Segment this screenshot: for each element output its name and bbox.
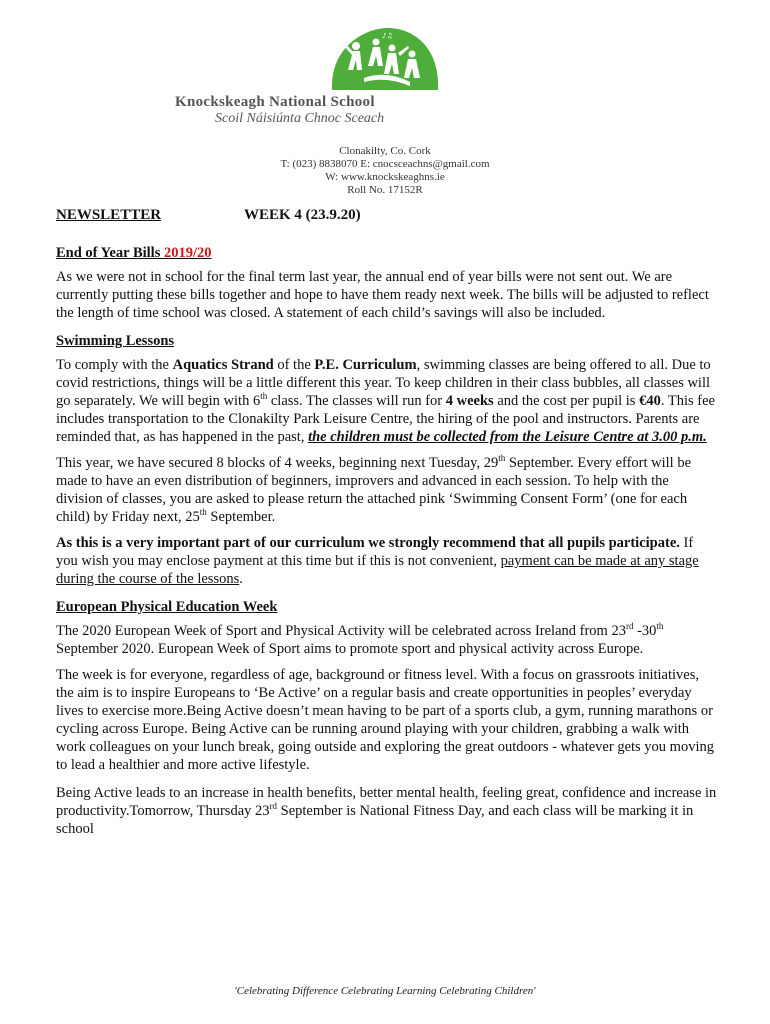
newsletter-body <box>56 244 718 838</box>
collection-notice: the children must be collected from the Leisure Centre at 3.00 p.m. <box>308 429 707 445</box>
swimming-heading: Swimming Lessons <box>56 333 175 349</box>
newsletter-title-row <box>56 207 361 224</box>
school-name: Knockskeagh National School <box>175 94 375 110</box>
swimming-paragraph-1: To comply with the Aquatics Strand of the P.E. Curriculum, swimming classes are being offered to all. Due to covid restrictions, things will be a little different this year. To keep children in their class bubbles, all classes will go separately. We will begin with 6th class. The classes will run for 4 weeks and the cost per pupil is €40. This fee includes transportation to the Clonakilty Park Leisure Centre, the hiring of the pool and instructors. Parents are reminded that, as has happened in the past, the children must be collected from the Leisure Centre at 3.00 p.m. <box>56 357 715 445</box>
bills-heading: End of Year Bills 2019/20 <box>56 245 212 261</box>
pe-week-paragraph-1: The 2020 European Week of Sport and Physical Activity will be celebrated across Ireland from 23rd -30th September 2020. European Week of Sport aims to promote sport and physical activity across Europe. <box>56 621 664 657</box>
week-label: WEEK 4 (23.9.20) <box>244 207 361 223</box>
newsletter-label: NEWSLETTER <box>56 207 162 223</box>
pe-week-heading: European Physical Education Week <box>56 599 278 615</box>
swimming-paragraph-2: This year, we have secured 8 blocks of 4 weeks, beginning next Tuesday, 29th September. Every effort will be made to have an even distribution of beginners, improvers and advanced in each session. To help with the division of classes, you are asked to please return the attached pink ‘Swimming Consent Form’ (one for each child) by Friday next, 25th September. <box>56 453 692 525</box>
phone-email: T: (023) 8838070 E: cnocsceachns@gmail.com <box>280 158 490 170</box>
website: W: www.knockskeaghns.ie <box>325 171 445 183</box>
payment-note: payment can be made at any stage during the course of the lessons <box>56 553 699 587</box>
letterhead <box>0 26 770 197</box>
school-name-irish: Scoil Náisiúnta Chnoc Sceach <box>215 111 385 126</box>
svg-text:♪♫: ♪♫ <box>382 32 393 40</box>
roll-number: Roll No. 17152R <box>347 184 423 196</box>
footer-motto: 'Celebrating Difference Celebrating Learning Celebrating Children' <box>234 985 536 997</box>
pe-week-paragraph-2: The week is for everyone, regardless of age, background or fitness level. With a focus on grassroots initiatives, the aim is to inspire Europeans to ‘Be Active’ on a regular basis and create opportunities in peoples’ everyday lives to exercise more.Being Active doesn’t mean having to be part of a sports club, a gym, running marathons or cycling across Europe. Being Active can be running around playing with your children, grabbing a walk with work colleagues on your lunch break, going outside and exploring the great outdoors - whatever gets you moving to lead a healthier and more active lifestyle. <box>56 667 714 773</box>
swimming-paragraph-3: As this is a very important part of our curriculum we strongly recommend that all pupils participate. If you wish you may enclose payment at this time but if this is not convenient, payment can be made at any stage during the course of the lessons. <box>56 535 699 587</box>
address: Clonakilty, Co. Cork <box>339 145 431 157</box>
bills-paragraph: As we were not in school for the final term last year, the annual end of year bills were not sent out. We are currently putting these bills together and hope to have them ready next week. The bills will be adjusted to reflect the length of time school was closed. A statement of each child’s savings will also be included. <box>56 269 709 321</box>
school-logo-icon <box>326 26 444 92</box>
pe-week-paragraph-3: Being Active leads to an increase in health benefits, better mental health, feeling great, confidence and increase in productivity.Tomorrow, Thursday 23rd September is National Fitness Day, and each class will be marking it in school <box>56 785 717 837</box>
bills-year: 2019/20 <box>163 245 212 261</box>
contact-block <box>0 145 770 197</box>
